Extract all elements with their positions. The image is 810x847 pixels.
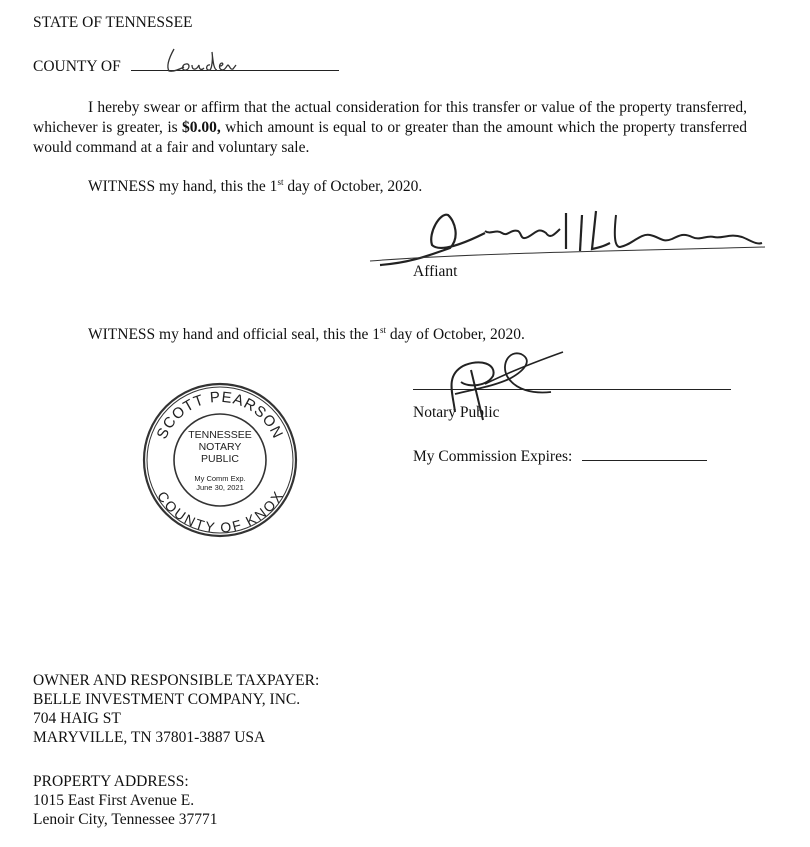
consideration-amount: $0.00, [182,119,221,136]
seal-comm-2: June 30, 2021 [196,483,244,492]
witness2-sup: st [380,324,387,335]
property-heading: PROPERTY ADDRESS: [33,773,189,790]
seal-comm-1: My Comm Exp. [194,474,246,483]
witness1-sup: st [277,176,284,187]
property-city: Lenoir City, Tennessee 37771 [33,811,218,828]
commission-label: My Commission Expires: [413,448,573,465]
witness1-date: day of October, 2020. [283,178,423,195]
seal-line-1: TENNESSEE [188,429,252,441]
witness2-text: WITNESS my hand and official seal, this the 1 [88,326,381,343]
county-label: COUNTY OF [33,58,121,75]
seal-top-text: SCOTT PEARSON [153,388,287,442]
owner-city: MARYVILLE, TN 37801-3887 USA [33,729,266,746]
property-street: 1015 East First Avenue E. [33,792,195,809]
affiant-label: Affiant [413,263,458,280]
state-heading: STATE OF TENNESSEE [33,14,193,31]
witness-affiant-line [88,178,422,197]
owner-heading: OWNER AND RESPONSIBLE TAXPAYER: [33,672,320,689]
seal-line-3: PUBLIC [201,453,239,465]
commission-line [413,448,707,467]
oath-paragraph [33,98,747,158]
county-handwriting [160,44,240,76]
oath-text-2: which amount is equal to or greater than the amount which the property transferred would command at a fair and voluntary sale. [33,119,747,156]
oath-text-1: I hereby swear or affirm that the actual consideration for this transfer or value of the property transferred, whichever is greater, is [33,99,747,136]
commission-blank [582,460,707,461]
seal-bottom-text: COUNTY OF KNOX [154,488,286,536]
owner-block [33,671,319,747]
notary-seal [140,380,300,540]
notary-public-label: Notary Public [413,404,500,421]
witness2-date: day of October, 2020. [386,326,525,343]
property-block [33,772,217,829]
seal-line-2: NOTARY [198,441,242,453]
owner-name: BELLE INVESTMENT COMPANY, INC. [33,691,301,708]
witness1-text: WITNESS my hand, this the 1 [88,178,278,195]
notary-signature [425,334,565,424]
owner-street: 704 HAIG ST [33,710,121,727]
